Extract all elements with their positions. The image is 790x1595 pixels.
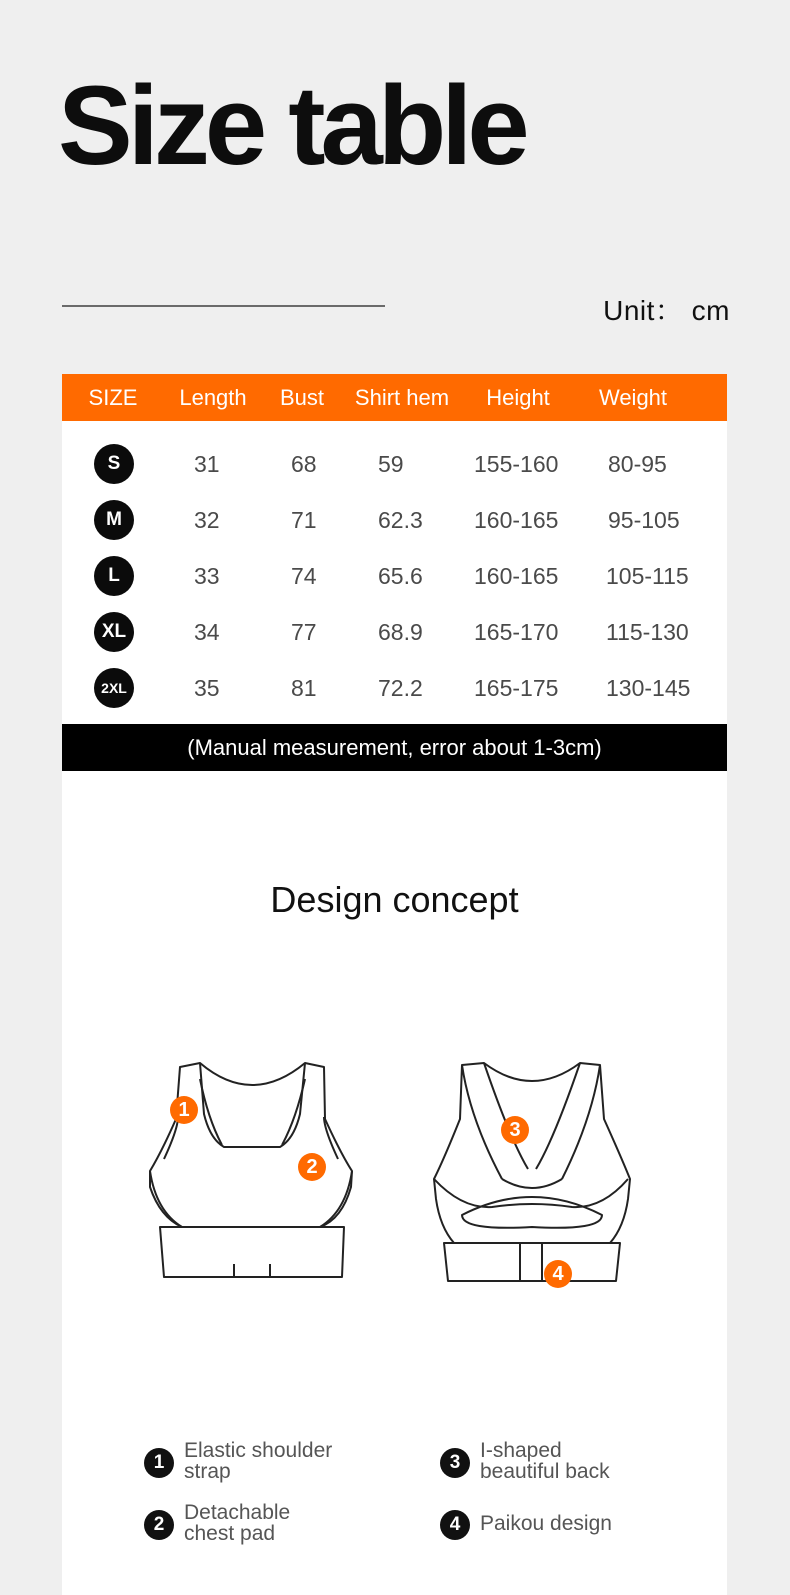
header-height: Height (486, 385, 550, 410)
hem-cell: 59 (378, 451, 404, 477)
legend-number: 4 (440, 1510, 470, 1540)
size-badge: M (94, 500, 134, 540)
legend-label (480, 1440, 680, 1482)
legend-label (184, 1502, 384, 1544)
marker-4: 4 (544, 1260, 572, 1288)
length-cell: 32 (194, 507, 220, 533)
legend-line: Detachable (184, 1501, 291, 1524)
legend-line: beautiful back (480, 1460, 610, 1483)
weight-cell: 95-105 (608, 507, 680, 533)
length-cell: 33 (194, 563, 220, 589)
bust-cell: 68 (291, 451, 317, 477)
bust-cell: 74 (291, 563, 317, 589)
page-title: Size table (58, 63, 525, 188)
content-panel (62, 374, 727, 1595)
unit-label: Unit： cm (603, 295, 730, 326)
table-row (62, 660, 727, 716)
bra-front-illustration (142, 1059, 362, 1289)
legend-line: chest pad (184, 1522, 276, 1545)
title-divider (62, 305, 385, 307)
legend-label (480, 1513, 680, 1534)
size-table-header (62, 374, 727, 421)
header-length: Length (179, 385, 247, 410)
length-cell: 34 (194, 619, 220, 645)
bust-cell: 77 (291, 619, 317, 645)
header-bust: Bust (279, 385, 325, 410)
table-row (62, 436, 727, 492)
header-weight: Weight (598, 385, 668, 410)
legend-line: I-shaped (480, 1439, 562, 1462)
bra-back-illustration (432, 1059, 632, 1289)
weight-cell: 80-95 (608, 451, 667, 477)
height-cell: 160-165 (474, 507, 559, 533)
length-cell: 31 (194, 451, 220, 477)
header-shirt-hem: Shirt hem (354, 385, 450, 410)
table-row (62, 492, 727, 548)
legend-line: Elastic shoulder (184, 1439, 333, 1462)
legend-label (184, 1440, 384, 1482)
weight-cell: 105-115 (606, 563, 689, 589)
legend-number: 2 (144, 1510, 174, 1540)
table-row (62, 548, 727, 604)
legend-number: 1 (144, 1448, 174, 1478)
measurement-note: (Manual measurement, error about 1-3cm) (62, 724, 727, 771)
size-badge: XL (94, 612, 134, 652)
size-badge: 2XL (94, 668, 134, 708)
height-cell: 155-160 (474, 451, 559, 477)
bust-cell: 81 (291, 675, 317, 701)
hem-cell: 65.6 (378, 563, 423, 589)
length-cell: 35 (194, 675, 220, 701)
legend-line: strap (184, 1460, 231, 1483)
size-badge: S (94, 444, 134, 484)
legend-number: 3 (440, 1448, 470, 1478)
size-badge: L (94, 556, 134, 596)
bust-cell: 71 (291, 507, 317, 533)
hem-cell: 72.2 (378, 675, 423, 701)
weight-cell: 115-130 (606, 619, 689, 645)
legend-line: Paikou design (480, 1512, 612, 1535)
hem-cell: 62.3 (378, 507, 423, 533)
height-cell: 160-165 (474, 563, 559, 589)
marker-3: 3 (501, 1116, 529, 1144)
design-title: Design concept (270, 879, 519, 920)
table-row (62, 604, 727, 660)
height-cell: 165-175 (474, 675, 559, 701)
hem-cell: 68.9 (378, 619, 423, 645)
header-size: SIZE (88, 385, 138, 410)
marker-2: 2 (298, 1153, 326, 1181)
height-cell: 165-170 (474, 619, 559, 645)
weight-cell: 130-145 (606, 675, 691, 701)
marker-1: 1 (170, 1096, 198, 1124)
